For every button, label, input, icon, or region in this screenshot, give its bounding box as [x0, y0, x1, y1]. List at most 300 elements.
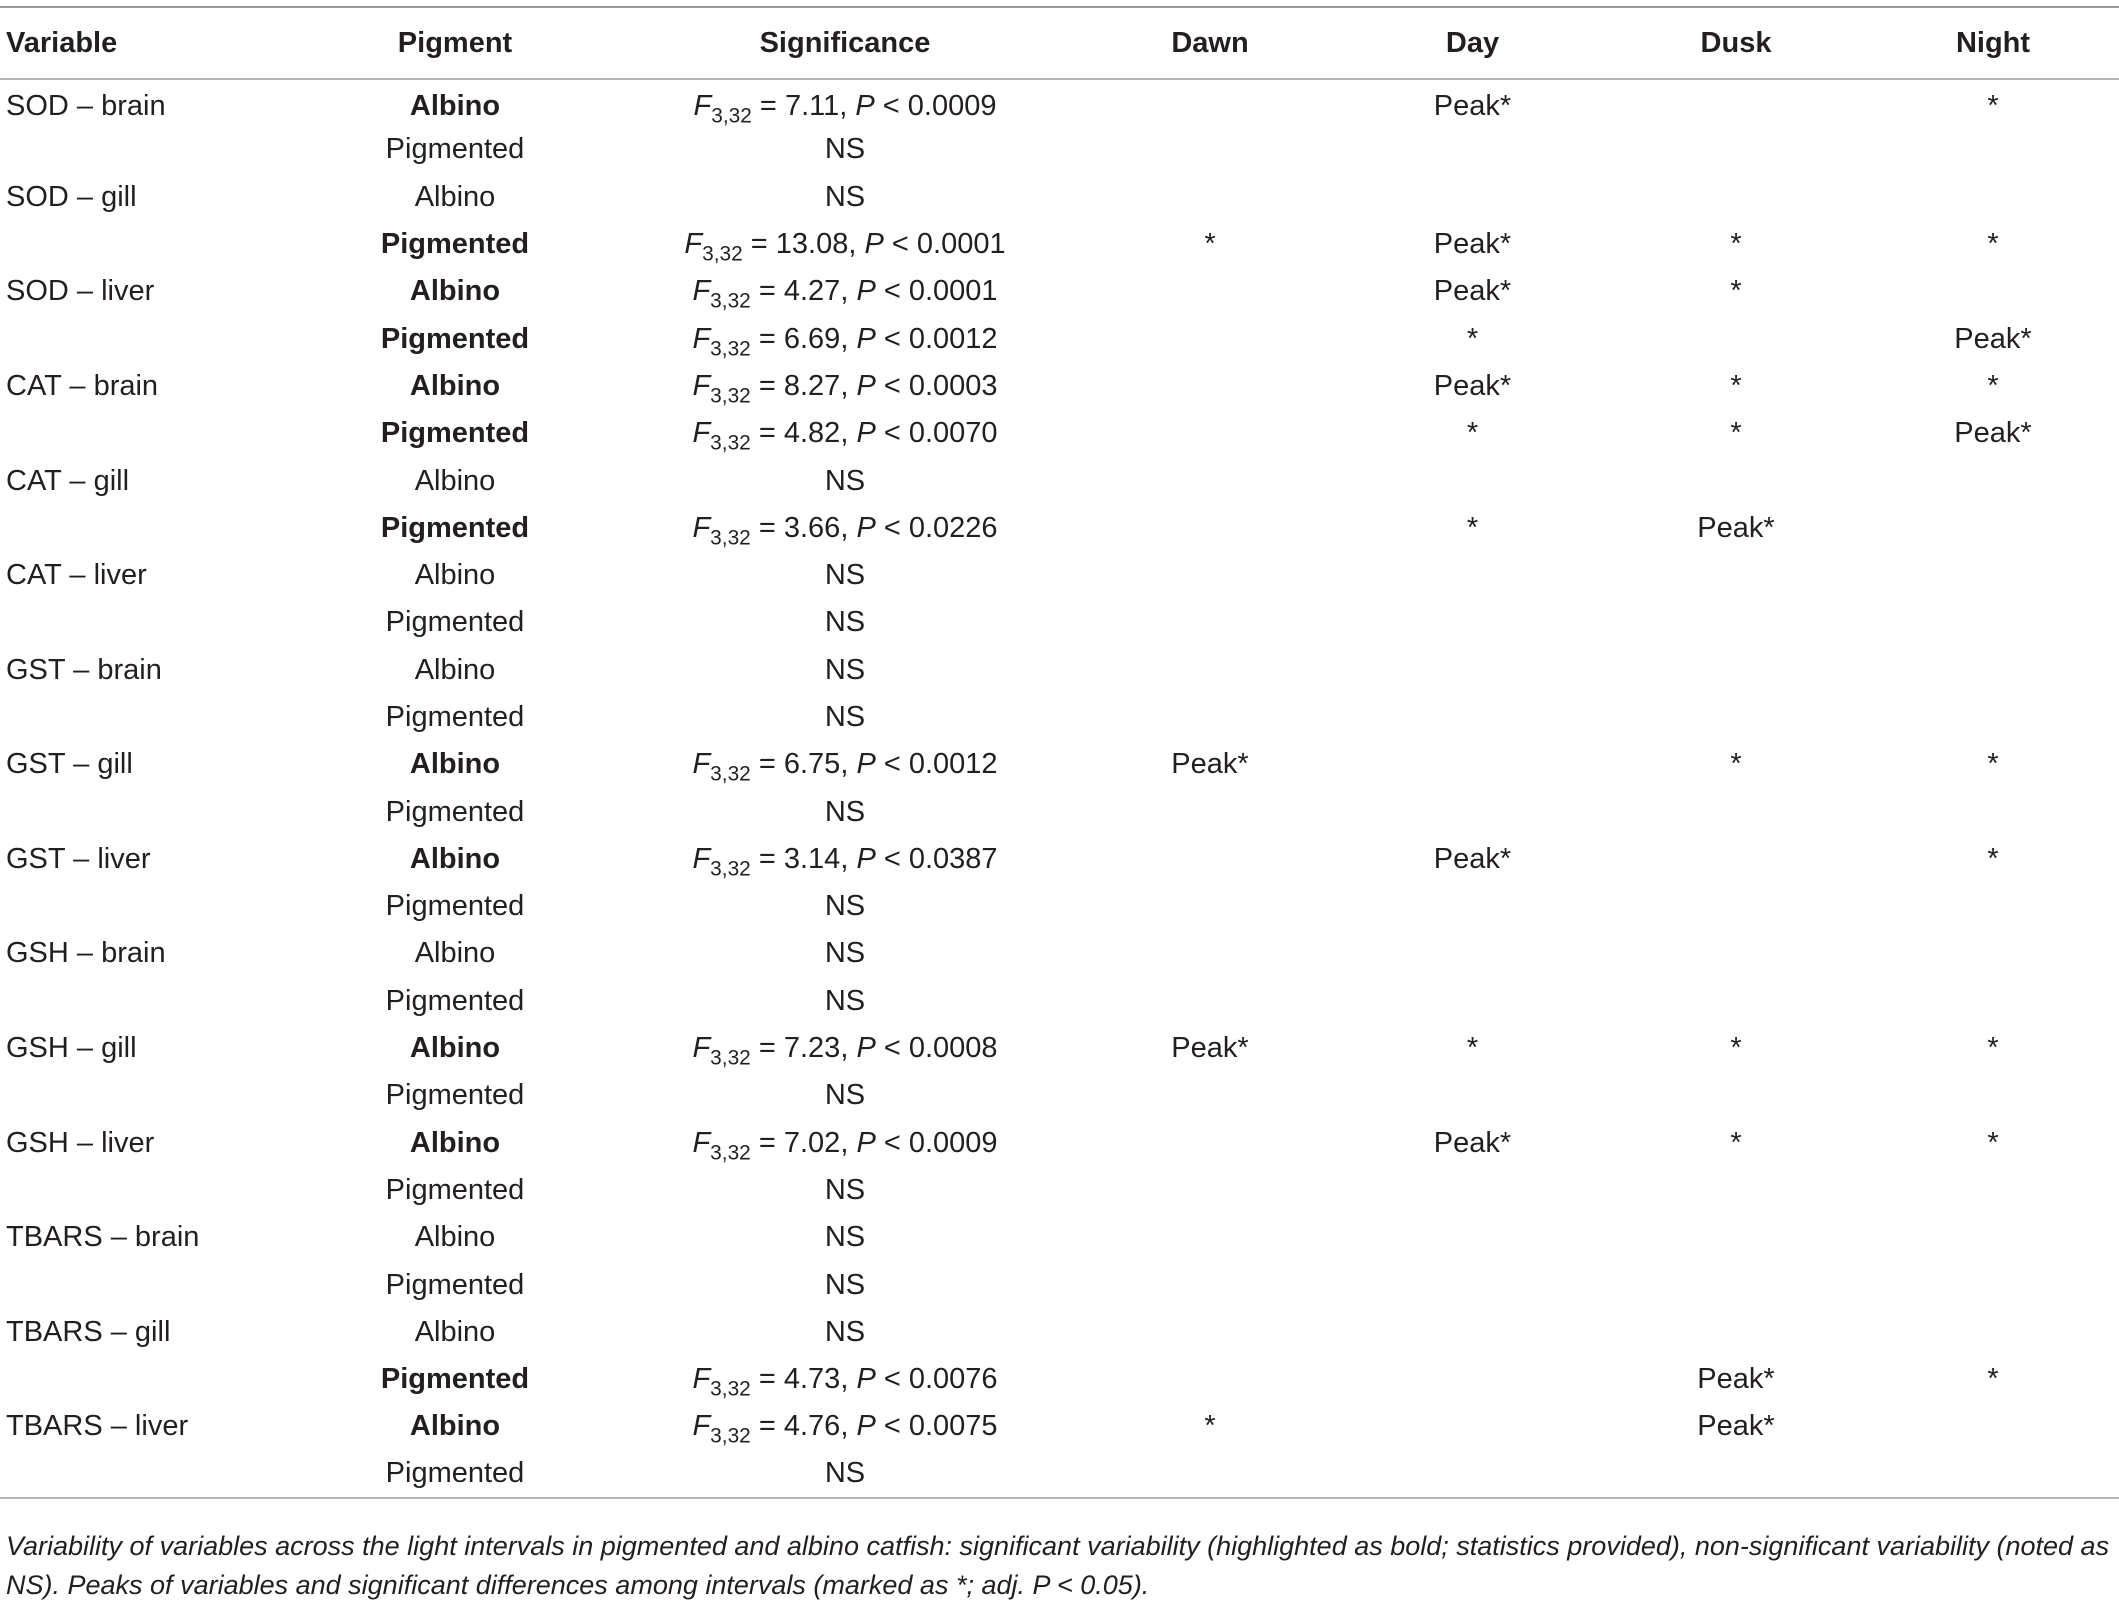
night-cell [1867, 1403, 2119, 1450]
pigment-cell: Albino [409, 842, 501, 875]
dusk-cell [1605, 1261, 1867, 1308]
day-cell [1340, 930, 1605, 977]
header-row [0, 7, 2119, 79]
day-cell [1340, 1451, 1605, 1498]
day-cell [1340, 694, 1605, 741]
dusk-cell: Peak* [1697, 1410, 1775, 1443]
degrees-of-freedom: 3,32 [710, 384, 751, 408]
dawn-cell [1080, 410, 1340, 457]
p-value: 0.0075 [908, 1410, 998, 1443]
pigment-cell: Albino [414, 1315, 496, 1348]
table-header [0, 7, 2119, 79]
dawn-cell: * [1204, 1410, 1216, 1443]
dawn-cell [1080, 457, 1340, 504]
significance-cell: NS [824, 133, 866, 166]
variable-cell [0, 410, 300, 457]
f-value: 4.73 [783, 1363, 841, 1396]
night-cell [1867, 1309, 2119, 1356]
variable-cell [0, 978, 300, 1025]
table-row [0, 315, 2119, 362]
table-row [0, 1214, 2119, 1261]
day-cell: Peak* [1433, 842, 1512, 875]
f-statistic-symbol: F [684, 228, 703, 261]
f-statistic-symbol: F [692, 1410, 711, 1443]
table-row [0, 1451, 2119, 1498]
night-cell: * [1987, 1032, 1999, 1065]
p-value: 0.0001 [916, 228, 1006, 261]
p-value: 0.0008 [908, 1032, 998, 1065]
significance-cell: NS [824, 984, 866, 1017]
pigment-cell: Pigmented [385, 133, 525, 166]
variable-cell: GSH – gill [6, 1032, 137, 1065]
variable-cell: SOD – brain [6, 89, 166, 122]
table-row [0, 647, 2119, 694]
significance-cell: $F_{3,32} = 3.66$, P < 0.0226 [692, 511, 998, 550]
f-statistic-symbol: F [692, 417, 711, 450]
dawn-cell [1080, 79, 1340, 126]
significance-cell: NS [824, 653, 866, 686]
day-cell [1340, 1261, 1605, 1308]
significance-cell: NS [824, 1268, 866, 1301]
dusk-cell: * [1730, 369, 1742, 402]
dawn-cell [1080, 1309, 1340, 1356]
p-symbol: P [856, 1032, 876, 1065]
table-row [0, 1403, 2119, 1450]
day-cell: * [1466, 1032, 1479, 1065]
table-row [0, 788, 2119, 835]
header-day: Day [1445, 26, 1500, 59]
variable-cell: GSH – brain [6, 937, 166, 970]
variable-cell: TBARS – brain [6, 1221, 200, 1254]
variable-cell [0, 1167, 300, 1214]
day-cell: Peak* [1433, 369, 1512, 402]
variable-cell [0, 694, 300, 741]
f-value: 4.82 [783, 417, 841, 450]
pigment-cell: Pigmented [380, 417, 530, 450]
night-cell: * [1987, 369, 1999, 402]
day-cell: * [1466, 511, 1479, 544]
f-value: 8.27 [783, 369, 841, 402]
dusk-cell [1605, 883, 1867, 930]
dusk-cell: * [1730, 228, 1742, 261]
degrees-of-freedom: 3,32 [710, 762, 751, 786]
p-value: 0.0009 [908, 1126, 998, 1159]
significance-cell: NS [824, 937, 866, 970]
day-cell: Peak* [1433, 89, 1512, 122]
significance-cell: $F_{3,32} = 7.02$, P < 0.0009 [692, 1126, 998, 1164]
dusk-cell: * [1730, 748, 1742, 781]
results-table [0, 6, 2119, 1499]
variable-cell [0, 883, 300, 930]
table-row [0, 1120, 2119, 1167]
dusk-cell [1605, 174, 1867, 221]
table-row [0, 457, 2119, 504]
dusk-cell: Peak* [1697, 511, 1775, 544]
significance-cell: $F_{3,32} = 4.82$, P < 0.0070 [692, 417, 998, 455]
day-cell: * [1466, 417, 1479, 450]
degrees-of-freedom: 3,32 [710, 289, 751, 313]
pigment-cell: Albino [409, 275, 501, 308]
pigment-cell: Albino [414, 653, 496, 686]
p-value: 0.0387 [908, 842, 998, 875]
significance-cell: NS [824, 464, 866, 497]
significance-cell: $F_{3,32} = 7.23$, P < 0.0008 [692, 1032, 998, 1070]
dawn-cell [1080, 694, 1340, 741]
night-cell: * [1987, 842, 1999, 875]
p-value: 0.0070 [908, 417, 998, 450]
header-dusk: Dusk [1700, 26, 1772, 59]
significance-cell: $F_{3,32} = 3.14$, P < 0.0387 [692, 842, 998, 881]
header-dawn: Dawn [1171, 26, 1249, 59]
dawn-cell [1080, 552, 1340, 599]
f-value: 7.11 [784, 89, 840, 122]
pigment-cell: Albino [409, 748, 501, 781]
f-statistic-symbol: F [692, 511, 711, 544]
dawn-cell [1080, 647, 1340, 694]
p-symbol: P [864, 228, 884, 261]
dawn-cell [1080, 1261, 1340, 1308]
night-cell [1867, 1261, 2119, 1308]
dusk-cell [1605, 978, 1867, 1025]
table-row [0, 126, 2119, 173]
dusk-cell [1605, 647, 1867, 694]
day-cell: Peak* [1433, 228, 1512, 261]
pigment-cell: Albino [409, 369, 501, 402]
pigment-cell: Pigmented [385, 984, 525, 1017]
pigment-cell: Pigmented [385, 1268, 525, 1301]
significance-cell: $F_{3,32} = 6.69$, P < 0.0012 [692, 322, 998, 360]
table-row [0, 268, 2119, 315]
pigment-cell: Pigmented [385, 1079, 525, 1112]
day-cell: Peak* [1433, 1126, 1512, 1159]
p-value: 0.0003 [908, 369, 998, 402]
day-cell [1340, 599, 1605, 646]
pigment-cell: Albino [414, 559, 496, 592]
table-row [0, 79, 2119, 126]
table-caption: Variability of variables across the light intervals in pigmented and albino catfish: significant variability (highlighted as bold; statistics provided), non-significant variability (noted as NS). Peaks of variables and significant differences among intervals (marked as *; adj. P < 0.05). [6, 1531, 2110, 1600]
table-row [0, 1072, 2119, 1119]
significance-cell: NS [824, 606, 866, 639]
variable-cell: TBARS – liver [6, 1410, 189, 1443]
pigment-cell: Albino [414, 1221, 496, 1254]
significance-cell: NS [824, 1457, 866, 1490]
table-row [0, 883, 2119, 930]
significance-cell: NS [824, 1315, 866, 1348]
dawn-cell [1080, 126, 1340, 173]
day-cell [1340, 1356, 1605, 1403]
p-value: 0.0012 [908, 322, 998, 355]
night-cell: Peak* [1954, 417, 2032, 450]
dawn-cell [1080, 1214, 1340, 1261]
pigment-cell: Pigmented [380, 511, 530, 544]
f-value: 6.75 [783, 748, 841, 781]
significance-cell: NS [824, 1173, 866, 1206]
day-cell [1340, 552, 1605, 599]
p-symbol: P [856, 1410, 876, 1443]
degrees-of-freedom: 3,32 [710, 431, 751, 455]
night-cell: * [1987, 1126, 1999, 1159]
p-symbol: P [856, 511, 876, 544]
night-cell [1867, 1072, 2119, 1119]
f-value: 3.14 [783, 842, 841, 875]
pigment-cell: Pigmented [380, 1363, 530, 1396]
p-symbol: P [856, 322, 876, 355]
dusk-cell [1605, 457, 1867, 504]
dusk-cell [1605, 1072, 1867, 1119]
day-cell [1340, 1214, 1605, 1261]
night-cell [1867, 174, 2119, 221]
day-cell: Peak* [1433, 275, 1512, 308]
p-symbol: P [856, 369, 876, 402]
night-cell [1867, 505, 2119, 552]
p-symbol: P [856, 748, 876, 781]
night-cell [1867, 978, 2119, 1025]
table-row [0, 1309, 2119, 1356]
day-cell [1340, 883, 1605, 930]
variable-cell: GSH – liver [6, 1126, 155, 1159]
f-value: 3.66 [783, 511, 841, 544]
f-statistic-symbol: F [692, 842, 711, 875]
degrees-of-freedom: 3,32 [710, 1377, 751, 1401]
f-value: 7.02 [783, 1126, 841, 1159]
dawn-cell [1080, 268, 1340, 315]
variable-cell [0, 1072, 300, 1119]
degrees-of-freedom: 3,32 [710, 526, 751, 550]
significance-cell: NS [824, 1079, 866, 1112]
table-row [0, 836, 2119, 883]
f-statistic-symbol: F [692, 1126, 711, 1159]
table-row [0, 552, 2119, 599]
significance-cell: NS [824, 559, 866, 592]
night-cell [1867, 599, 2119, 646]
significance-cell: NS [824, 180, 866, 213]
f-value: 13.08 [775, 228, 849, 261]
dusk-cell [1605, 694, 1867, 741]
day-cell [1340, 788, 1605, 835]
dusk-cell: * [1730, 1126, 1742, 1159]
table-row [0, 978, 2119, 1025]
significance-cell: $F_{3,32} = 13.08$, P < 0.0001 [684, 228, 1006, 266]
dawn-cell [1080, 1356, 1340, 1403]
header-night: Night [1955, 26, 2031, 59]
p-symbol: P [856, 275, 876, 308]
dusk-cell [1605, 315, 1867, 362]
degrees-of-freedom: 3,32 [710, 1046, 751, 1070]
dawn-cell [1080, 883, 1340, 930]
p-value: 0.0076 [908, 1363, 998, 1396]
dawn-cell: * [1204, 228, 1216, 261]
variable-cell [0, 126, 300, 173]
variable-cell: GST – brain [6, 653, 162, 686]
significance-cell: NS [824, 795, 866, 828]
pigment-cell: Pigmented [385, 890, 525, 923]
night-cell [1867, 268, 2119, 315]
variable-cell [0, 1261, 300, 1308]
variable-cell [0, 599, 300, 646]
pigment-cell: Albino [409, 1410, 501, 1443]
pigment-cell: Pigmented [385, 1173, 525, 1206]
variable-cell [0, 505, 300, 552]
dawn-cell [1080, 1451, 1340, 1498]
night-cell: Peak* [1954, 322, 2032, 355]
night-cell [1867, 694, 2119, 741]
degrees-of-freedom: 3,32 [710, 336, 751, 360]
f-statistic-symbol: F [692, 275, 711, 308]
dawn-cell [1080, 599, 1340, 646]
f-statistic-symbol: F [692, 1032, 711, 1065]
dusk-cell [1605, 1167, 1867, 1214]
day-cell [1340, 978, 1605, 1025]
day-cell [1340, 457, 1605, 504]
night-cell [1867, 126, 2119, 173]
variable-cell: CAT – liver [6, 559, 147, 592]
dusk-cell: * [1730, 1032, 1742, 1065]
f-statistic-symbol: F [693, 89, 712, 122]
degrees-of-freedom: 3,32 [710, 1140, 751, 1164]
table-row [0, 505, 2119, 552]
pigment-cell: Pigmented [380, 228, 530, 261]
dawn-cell [1080, 1120, 1340, 1167]
night-cell: * [1987, 1363, 1999, 1396]
day-cell [1340, 174, 1605, 221]
significance-cell: NS [824, 890, 866, 923]
day-cell [1340, 126, 1605, 173]
dawn-cell [1080, 978, 1340, 1025]
pigment-cell: Albino [414, 937, 496, 970]
day-cell [1340, 1403, 1605, 1450]
header-pigment: Pigment [397, 26, 513, 59]
variable-cell [0, 221, 300, 268]
variable-cell: SOD – liver [6, 275, 155, 308]
variable-cell [0, 315, 300, 362]
night-cell [1867, 883, 2119, 930]
day-cell: * [1466, 322, 1479, 355]
p-symbol: P [856, 417, 876, 450]
pigment-cell: Pigmented [385, 701, 525, 733]
dusk-cell [1605, 599, 1867, 646]
variable-cell [0, 1451, 300, 1498]
p-symbol: P [856, 842, 876, 875]
pigment-cell: Pigmented [385, 795, 525, 828]
significance-cell: $F_{3,32} = 4.27$, P < 0.0001 [692, 275, 998, 313]
night-cell [1867, 552, 2119, 599]
pigment-cell: Albino [409, 1126, 501, 1159]
night-cell [1867, 647, 2119, 694]
f-statistic-symbol: F [692, 369, 711, 402]
table-body [0, 79, 2119, 1498]
f-value: 4.27 [783, 275, 841, 308]
dawn-cell [1080, 788, 1340, 835]
significance-cell: $F_{3,32} = 4.76$, P < 0.0075 [692, 1410, 998, 1448]
dawn-cell [1080, 505, 1340, 552]
dawn-cell [1080, 1072, 1340, 1119]
dawn-cell [1080, 315, 1340, 362]
dawn-cell [1080, 363, 1340, 410]
table-row [0, 1261, 2119, 1308]
table-row [0, 1356, 2119, 1403]
f-statistic-symbol: F [692, 322, 711, 355]
p-symbol: P [856, 1126, 876, 1159]
variable-cell: CAT – gill [6, 464, 130, 497]
significance-cell: $F_{3,32} = 7.11$, P < 0.0009 [693, 89, 997, 127]
night-cell [1867, 1214, 2119, 1261]
f-value: 7.23 [783, 1032, 841, 1065]
degrees-of-freedom: 3,32 [711, 103, 752, 127]
f-statistic-symbol: F [692, 1363, 711, 1396]
night-cell [1867, 1167, 2119, 1214]
significance-cell: $F_{3,32} = 4.73$, P < 0.0076 [692, 1363, 998, 1401]
pigment-cell: Pigmented [380, 322, 530, 355]
results-table-container [0, 6, 2119, 1499]
night-cell: * [1987, 748, 1999, 781]
table-row [0, 599, 2119, 646]
dawn-cell [1080, 836, 1340, 883]
degrees-of-freedom: 3,32 [702, 242, 743, 266]
day-cell [1340, 741, 1605, 788]
variable-cell: GST – gill [6, 748, 133, 781]
degrees-of-freedom: 3,32 [710, 857, 751, 881]
table-row [0, 930, 2119, 977]
night-cell [1867, 930, 2119, 977]
variable-cell: SOD – gill [6, 180, 137, 213]
dusk-cell [1605, 552, 1867, 599]
p-value: 0.0012 [908, 748, 998, 781]
pigment-cell: Albino [414, 180, 496, 213]
dusk-cell [1605, 126, 1867, 173]
dusk-cell [1605, 1309, 1867, 1356]
day-cell [1340, 1167, 1605, 1214]
day-cell [1340, 1309, 1605, 1356]
p-value: 0.0001 [908, 275, 998, 308]
pigment-cell: Albino [409, 1032, 501, 1065]
dusk-cell: * [1730, 417, 1742, 450]
night-cell [1867, 1451, 2119, 1498]
significance-cell: $F_{3,32} = 8.27$, P < 0.0003 [692, 369, 998, 408]
night-cell [1867, 788, 2119, 835]
pigment-cell: Albino [414, 464, 496, 497]
f-value: 6.69 [783, 322, 841, 355]
dawn-cell: Peak* [1171, 748, 1249, 781]
dusk-cell [1605, 1451, 1867, 1498]
p-symbol: P [856, 1363, 876, 1396]
table-row [0, 174, 2119, 221]
night-cell: * [1987, 89, 1999, 122]
variable-cell [0, 788, 300, 835]
dawn-cell: Peak* [1171, 1032, 1249, 1065]
night-cell [1867, 457, 2119, 504]
day-cell [1340, 647, 1605, 694]
header-variable: Variable [6, 26, 118, 59]
pigment-cell: Pigmented [385, 606, 525, 639]
table-row [0, 741, 2119, 788]
pigment-cell: Albino [409, 89, 501, 122]
variable-cell [0, 1356, 300, 1403]
f-statistic-symbol: F [692, 748, 711, 781]
table-row [0, 1167, 2119, 1214]
p-symbol: P [855, 89, 875, 122]
table-row [0, 221, 2119, 268]
table-row [0, 410, 2119, 457]
dusk-cell [1605, 788, 1867, 835]
dusk-cell [1605, 930, 1867, 977]
day-cell [1340, 1072, 1605, 1119]
dusk-cell [1605, 79, 1867, 126]
dusk-cell [1605, 1214, 1867, 1261]
dawn-cell [1080, 174, 1340, 221]
f-value: 4.76 [783, 1410, 841, 1443]
table-row [0, 363, 2119, 410]
header-significance: Significance [759, 26, 931, 59]
